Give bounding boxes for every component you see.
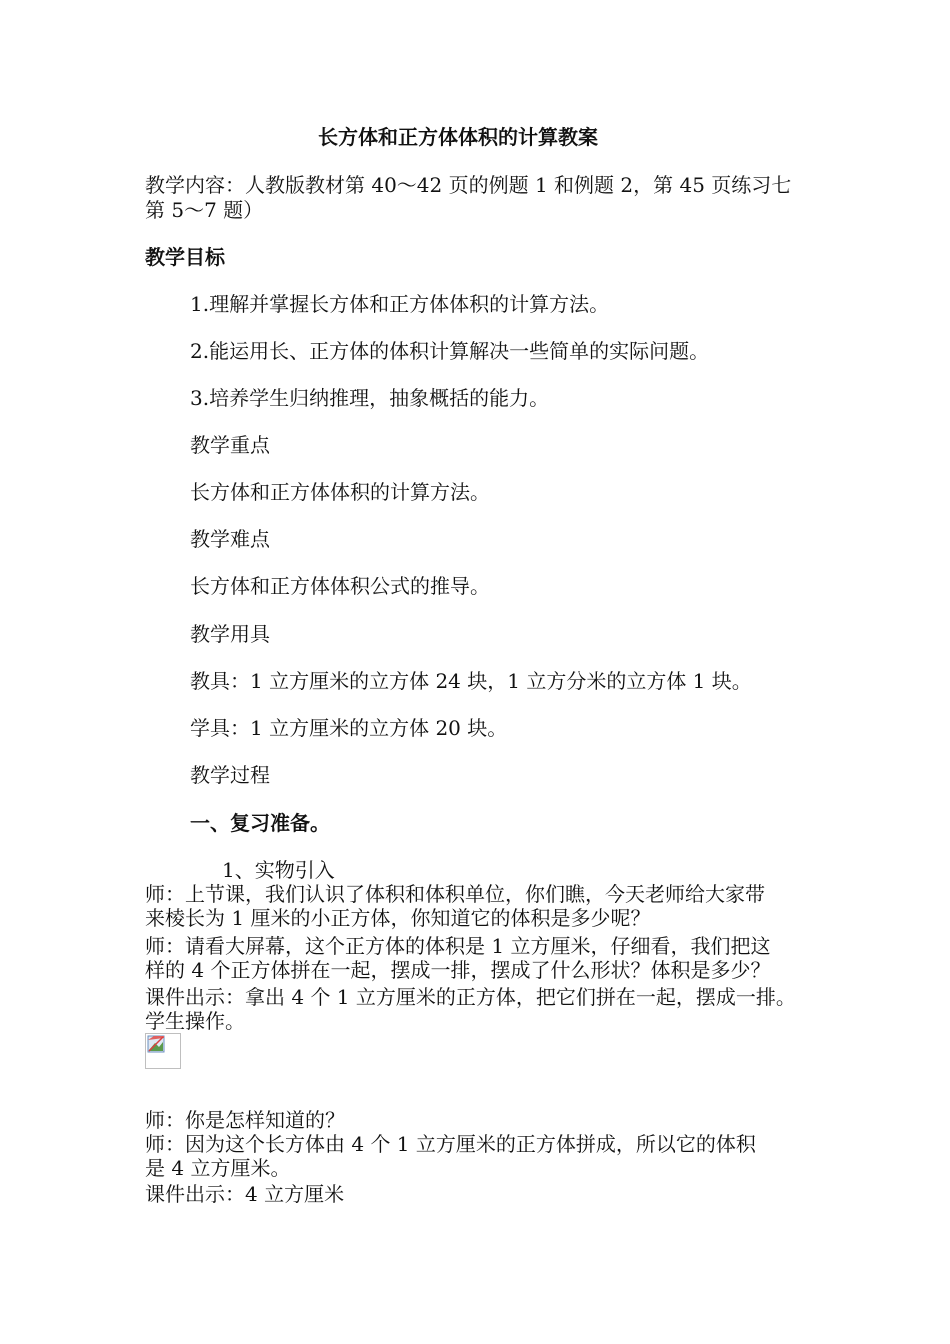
difficulty-text: 长方体和正方体体积公式的推导。	[190, 574, 490, 598]
paragraph-line: 师：请看大屏幕，这个正方体的体积是 1 立方厘米，仔细看，我们把这	[145, 934, 771, 958]
tools-teacher: 教具：1 立方厘米的立方体 24 块，1 立方分米的立方体 1 块。	[190, 669, 752, 693]
subsection-1-heading: 1、实物引入	[222, 858, 335, 882]
goal-2: 2.能运用长、正方体的体积计算解决一些简单的实际问题。	[190, 339, 710, 363]
paragraph-line: 师：因为这个长方体由 4 个 1 立方厘米的正方体拼成，所以它的体积	[145, 1132, 756, 1156]
section-1-heading: 一、复习准备。	[190, 811, 330, 835]
tools-student: 学具：1 立方厘米的立方体 20 块。	[190, 716, 508, 740]
paragraph-line: 师：你是怎样知道的？	[145, 1108, 345, 1132]
image-placeholder-icon	[146, 1034, 180, 1068]
broken-image-icon	[145, 1033, 181, 1069]
goals-heading: 教学目标	[145, 245, 225, 269]
goal-3: 3.培养学生归纳推理，抽象概括的能力。	[190, 386, 550, 410]
document-title: 长方体和正方体体积的计算教案	[318, 125, 598, 149]
content-line-2: 第 5～7 题）	[145, 198, 264, 222]
content-line-1: 教学内容：人教版教材第 40～42 页的例题 1 和例题 2，第 45 页练习七	[145, 173, 792, 197]
goal-1: 1.理解并掌握长方体和正方体体积的计算方法。	[190, 292, 610, 316]
paragraph-line: 课件出示：拿出 4 个 1 立方厘米的正方体，把它们拼在一起，摆成一排。	[145, 985, 796, 1009]
paragraph-line: 课件出示：4 立方厘米	[145, 1182, 345, 1206]
paragraph-line: 师：上节课，我们认识了体积和体积单位，你们瞧，今天老师给大家带	[145, 882, 765, 906]
paragraph-line: 学生操作。	[145, 1009, 245, 1033]
paragraph-line: 是 4 立方厘米。	[145, 1156, 291, 1180]
tools-heading: 教学用具	[190, 622, 270, 646]
focus-heading: 教学重点	[190, 433, 270, 457]
difficulty-heading: 教学难点	[190, 527, 270, 551]
focus-text: 长方体和正方体体积的计算方法。	[190, 480, 490, 504]
paragraph-line: 来棱长为 1 厘米的小正方体，你知道它的体积是多少呢？	[145, 906, 651, 930]
paragraph-line: 样的 4 个正方体拼在一起，摆成一排，摆成了什么形状？体积是多少？	[145, 958, 771, 982]
process-heading: 教学过程	[190, 763, 270, 787]
